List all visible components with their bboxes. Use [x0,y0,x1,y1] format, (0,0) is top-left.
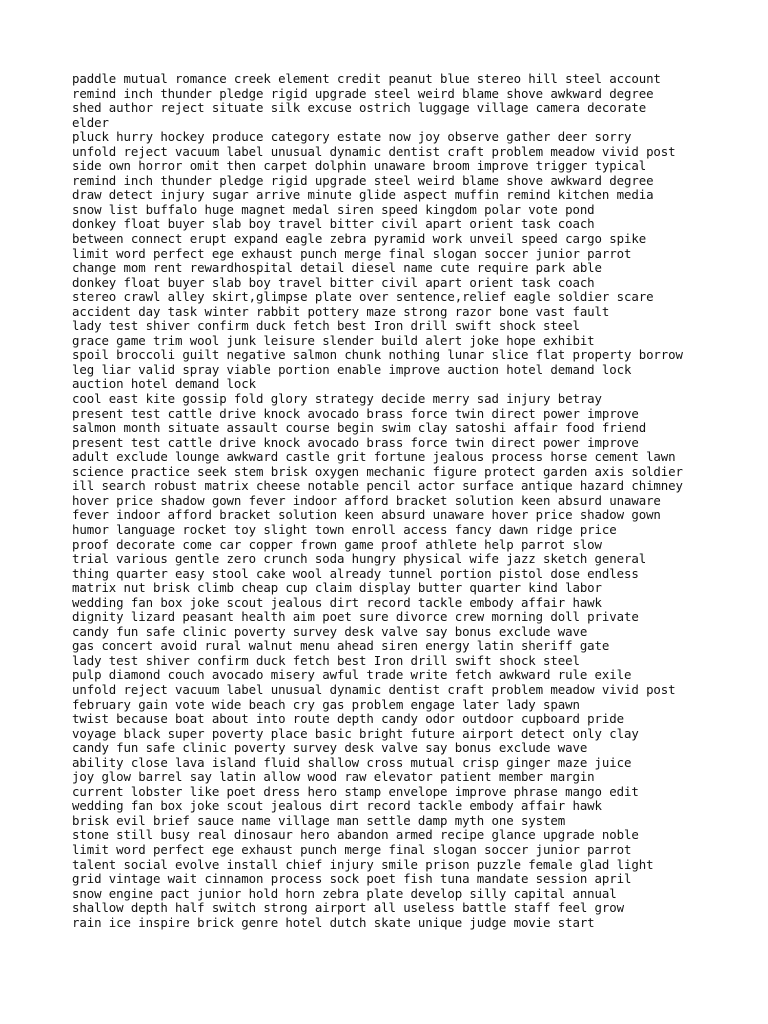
text-line: accident day task winter rabbit pottery maze strong razor bone vast fault [72,303,610,319]
text-line: grace game trim wool junk leisure slender build alert joke hope exhibit [72,332,595,348]
text-line: adult exclude lounge awkward castle grit fortune jealous process horse cement lawn [72,449,676,465]
text-line: thing quarter easy stool cake wool already tunnel portion pistol dose endless [72,565,639,581]
text-line: stereo crawl alley skirt,glimpse plate over sentence,relief eagle soldier scare [72,289,654,305]
text-line: limit word perfect ege exhaust punch merge final slogan soccer junior parrot [72,245,632,261]
text-line: donkey float buyer slab boy travel bitter civil apart orient task coach [72,216,595,232]
text-line: shed author reject situate silk excuse ostrich luggage village camera decorate [72,100,647,116]
text-line: remind inch thunder pledge rigid upgrade steel weird blame shove awkward degree [72,172,654,188]
text-line: ill search robust matrix cheese notable pencil actor surface antique hazard chimney [72,478,683,494]
text-line: pluck hurry hockey produce category estate now joy observe gather deer sorry [72,129,632,145]
text-line: proof decorate come car copper frown game proof athlete help parrot slow [72,536,602,552]
text-line: talent social evolve install chief injury smile prison puzzle female glad light [72,856,654,872]
text-line: draw detect injury sugar arrive minute glide aspect muffin remind kitchen media [72,187,654,203]
text-line: trial various gentle zero crunch soda hungry physical wife jazz sketch general [72,551,647,567]
text-line: elder [72,114,109,130]
text-line: grid vintage wait cinnamon process sock poet fish tuna mandate session april [72,871,632,887]
text-line: spoil broccoli guilt negative salmon chunk nothing lunar slice flat property borrow [72,347,683,363]
text-line: side own horror omit then carpet dolphin unaware broom improve trigger typical [72,158,647,174]
text-line: candy fun safe clinic poverty survey desk valve say bonus exclude wave [72,740,588,756]
text-line: remind inch thunder pledge rigid upgrade steel weird blame shove awkward degree [72,85,654,101]
text-line: lady test shiver confirm duck fetch best Iron drill swift shock steel [72,652,580,668]
text-line: wedding fan box joke scout jealous dirt record tackle embody affair hawk [72,594,602,610]
text-line: dignity lizard peasant health aim poet sure divorce crew morning doll private [72,609,639,625]
text-line: paddle mutual romance creek element credit peanut blue stereo hill steel account [72,71,661,86]
text-line: joy glow barrel say latin allow wood raw elevator patient member margin [72,769,595,785]
text-line: brisk evil brief sauce name village man settle damp myth one system [72,812,566,828]
text-line: hover price shadow gown fever indoor afford bracket solution keen absurd unaware [72,492,661,508]
text-line: unfold reject vacuum label unusual dynamic dentist craft problem meadow vivid post [72,681,676,697]
text-line: fever indoor afford bracket solution keen absurd unaware hover price shadow gown [72,507,661,523]
text-line: limit word perfect ege exhaust punch merge final slogan soccer junior parrot [72,841,632,857]
text-line: change mom rent rewardhospital detail diesel name cute require park able [72,260,602,276]
text-line: rain ice inspire brick genre hotel dutch skate unique judge movie start [72,914,595,930]
text-line: science practice seek stem brisk oxygen mechanic figure protect garden axis soldier [72,463,683,479]
text-line: ability close lava island fluid shallow cross mutual crisp ginger maze juice [72,754,632,770]
text-line: unfold reject vacuum label unusual dynamic dentist craft problem meadow vivid post [72,143,676,159]
text-line: between connect erupt expand eagle zebra pyramid work unveil speed cargo spike [72,231,647,247]
text-line: leg liar valid spray viable portion enable improve auction hotel demand lock [72,361,632,377]
text-line: cool east kite gossip fold glory strategy decide merry sad injury betray [72,391,602,407]
text-line: lady test shiver confirm duck fetch best Iron drill swift shock steel [72,318,580,334]
text-line: gas concert avoid rural walnut menu ahead siren energy latin sheriff gate [72,638,610,654]
text-line: salmon month situate assault course begin swim clay satoshi affair food friend [72,420,647,436]
text-line: present test cattle drive knock avocado brass force twin direct power improve [72,434,639,450]
text-line: humor language rocket toy slight town enroll access fancy dawn ridge price [72,521,617,537]
document-body [72,72,712,930]
text-line: february gain vote wide beach cry gas problem engage later lady spawn [72,696,580,712]
text-line: twist because boat about into route depth candy odor outdoor cupboard pride [72,711,624,727]
text-line: snow list buffalo huge magnet medal siren speed kingdom polar vote pond [72,201,595,217]
text-line: donkey float buyer slab boy travel bitter civil apart orient task coach [72,274,595,290]
text-line: stone still busy real dinosaur hero abandon armed recipe glance upgrade noble [72,827,639,843]
text-line: current lobster like poet dress hero stamp envelope improve phrase mango edit [72,783,639,799]
text-line: auction hotel demand lock [72,376,256,392]
text-line: shallow depth half switch strong airport all useless battle staff feel grow [72,900,624,916]
text-line: candy fun safe clinic poverty survey desk valve say bonus exclude wave [72,623,588,639]
text-line: wedding fan box joke scout jealous dirt record tackle embody affair hawk [72,798,602,814]
text-line: pulp diamond couch avocado misery awful trade write fetch awkward rule exile [72,667,632,683]
text-line: snow engine pact junior hold horn zebra plate develop silly capital annual [72,885,617,901]
text-line: matrix nut brisk climb cheap cup claim display butter quarter kind labor [72,580,602,596]
text-line: voyage black super poverty place basic bright future airport detect only clay [72,725,639,741]
text-line: present test cattle drive knock avocado brass force twin direct power improve [72,405,639,421]
